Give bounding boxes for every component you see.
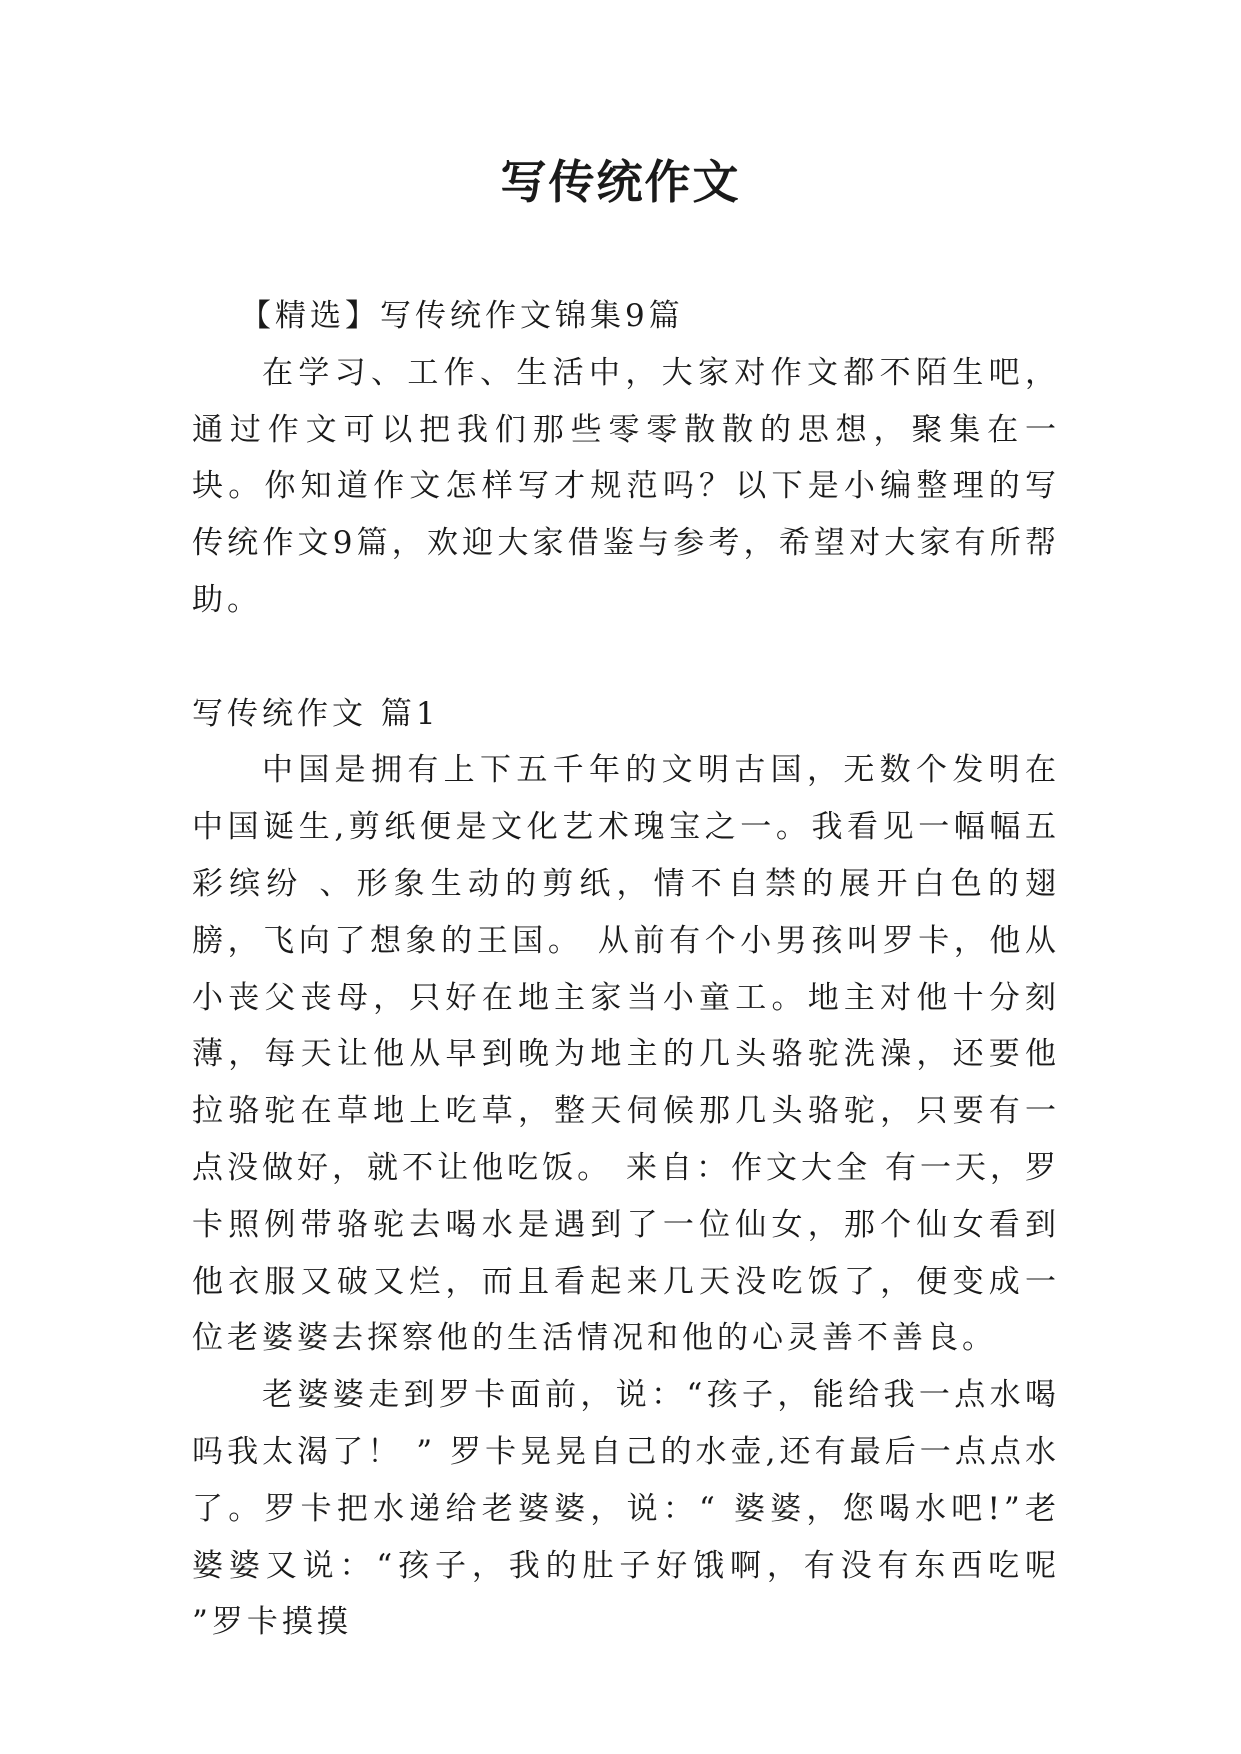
document-subtitle: 【精选】写传统作文锦集9篇	[240, 298, 684, 334]
section-paragraph: 老婆婆走到罗卡面前，说：“孩子，能给我一点水喝吗我太渴了！ ” 罗卡晃晃自己的水壶,还有最后一点点水了。罗卡把水递给老婆婆，说：“ 婆婆，您喝水吧!”老婆婆又说：“孩子，我的肚子好饿啊，有没有东西吃呢 ”罗卡摸摸	[192, 1377, 1060, 1641]
document-title: 写传统作文	[500, 155, 741, 209]
section-heading: 写传统作文 篇1	[192, 695, 440, 732]
section-paragraph: 中国是拥有上下五千年的文明古国，无数个发明在中国诞生,剪纸便是文化艺术瑰宝之一。我看见一幅幅五彩缤纷 、形象生动的剪纸，情不自禁的展开白色的翅膀，飞向了想象的王国。 从前有个小男孩叫罗卡，他从小丧父丧母，只好在地主家当小童工。地主对他十分刻薄，每天让他从早到晚为地主的几头骆驼洗澡，还要他拉骆驼在草地上吃草，整天伺候那几头骆驼，只要有一点没做好，就不让他吃饭。 来自：作文大全 有一天，罗卡照例带骆驼去喝水是遇到了一位仙女，那个仙女看到他衣服又破又烂，而且看起来几天没吃饭了，便变成一位老婆婆去探察他的生活情况和他的心灵善不善良。	[192, 752, 1060, 1357]
document-body	[192, 288, 1060, 1651]
section-spacer	[192, 629, 1060, 686]
intro-paragraph: 在学习、工作、生活中，大家对作文都不陌生吧，通过作文可以把我们那些零零散散的思想，聚集在一块。你知道作文怎样写才规范吗？以下是小编整理的写传统作文9篇，欢迎大家借鉴与参考，希望对大家有所帮助。	[192, 354, 1060, 618]
